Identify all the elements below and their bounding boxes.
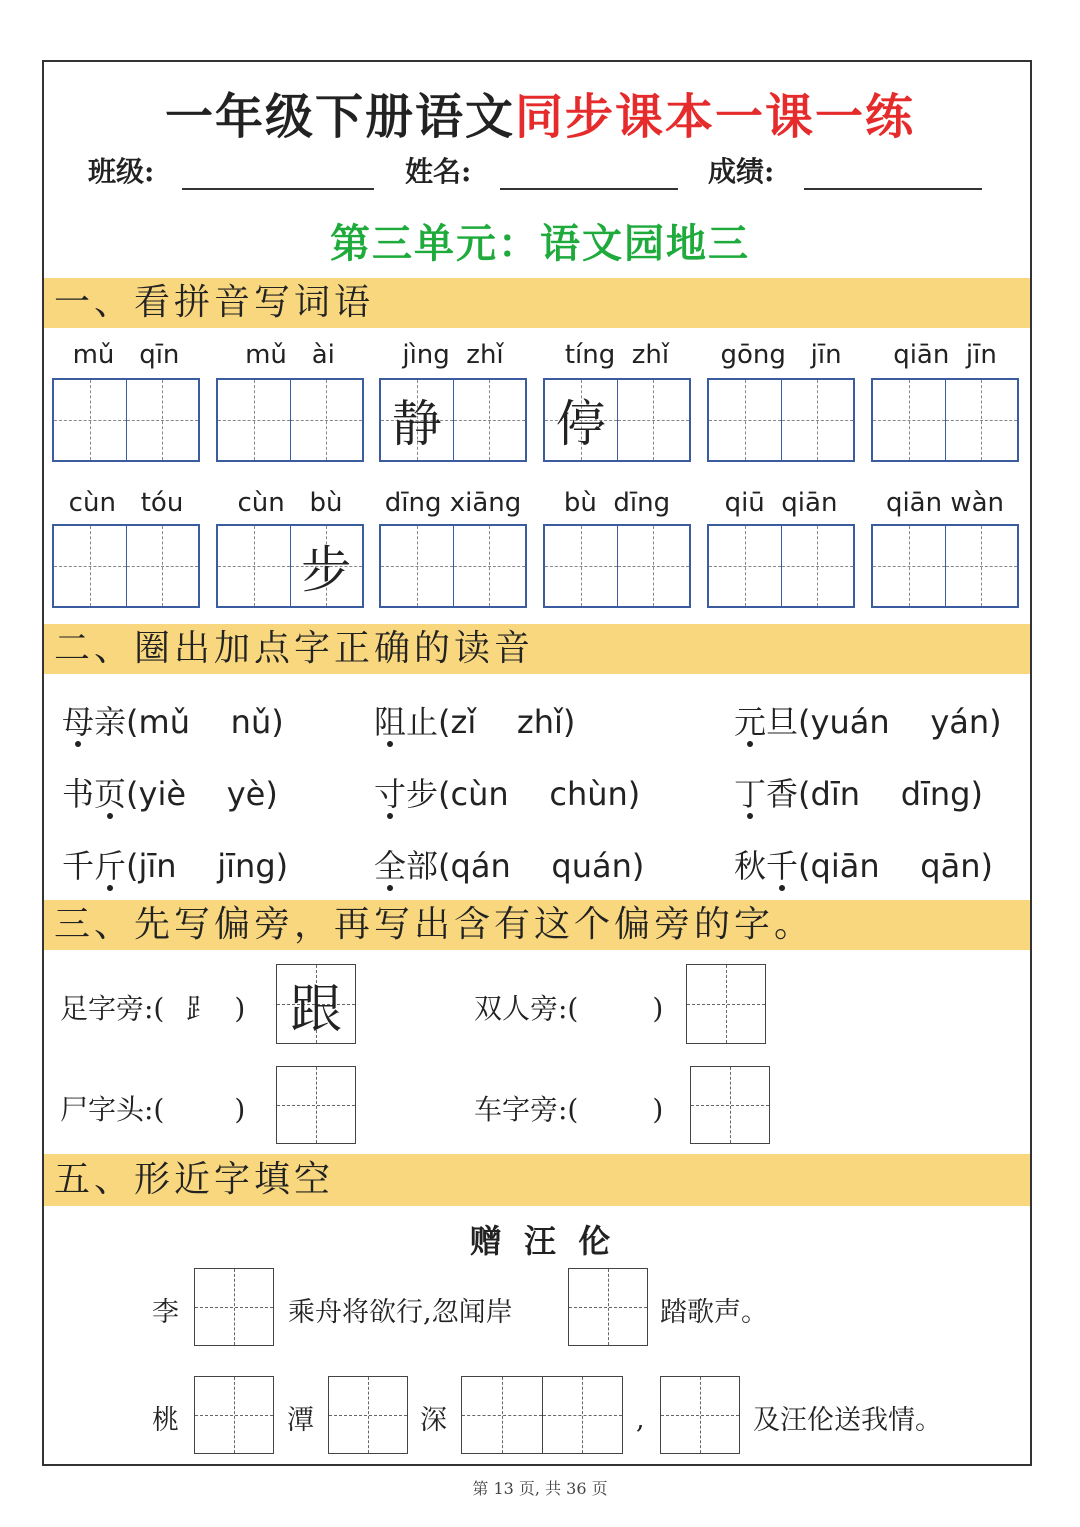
grid-cell[interactable]: [782, 380, 854, 460]
pinyin-options[interactable]: (cùn chùn): [438, 775, 641, 813]
radical-label: 双人旁:(: [474, 992, 579, 1025]
page-footer: 第 13 页, 共 36 页: [472, 1479, 608, 1498]
poem-comma: ,: [636, 1404, 645, 1435]
pinyin-options[interactable]: (yuán yán): [798, 703, 1002, 741]
emphasis-dot: [747, 813, 753, 819]
writing-grid[interactable]: [871, 524, 1019, 608]
writing-grid[interactable]: [379, 378, 527, 462]
radical-close: ): [652, 1093, 664, 1126]
poem-title: 赠 汪 伦: [469, 1222, 611, 1260]
radical-char-box-4[interactable]: [690, 1066, 770, 1144]
emphasis-dot: [107, 813, 113, 819]
pinyin-options[interactable]: (zǐ zhǐ): [438, 703, 576, 741]
writing-grid[interactable]: [707, 378, 855, 462]
grid-char: [545, 526, 617, 606]
grid-cell[interactable]: [709, 380, 782, 460]
radical-char: [277, 1067, 355, 1143]
reading-item[interactable]: [62, 769, 278, 815]
poem-word: 潭: [287, 1405, 314, 1436]
radical-char-box-3[interactable]: [276, 1066, 356, 1144]
dotted-char: 母: [62, 703, 94, 741]
grid-cell[interactable]: [873, 526, 946, 606]
grid-char: [618, 526, 690, 606]
radical-close: ): [234, 992, 246, 1025]
poem-blank-1[interactable]: [194, 1268, 274, 1346]
radical-label: 车字旁:(: [474, 1093, 579, 1126]
word-char: 步: [406, 775, 439, 813]
word-char: 止: [406, 703, 439, 741]
radical-label: 足字旁:(: [60, 992, 165, 1025]
grid-char: [946, 526, 1018, 606]
dotted-char: 丁: [734, 775, 766, 813]
radical-char: [691, 1067, 769, 1143]
word-char: 部: [406, 847, 439, 885]
emphasis-dot: [779, 885, 785, 891]
pinyin-options[interactable]: (dīn dīng): [798, 775, 983, 813]
grid-cell[interactable]: [218, 526, 291, 606]
grid-char: [127, 526, 199, 606]
poem-blank-3[interactable]: [194, 1376, 274, 1454]
grid-char: [873, 380, 945, 460]
reading-item[interactable]: [734, 697, 1002, 743]
grid-char: 停: [555, 395, 606, 453]
radical-item-1: [60, 987, 245, 1027]
pinyin-options[interactable]: (yiè yè): [126, 775, 278, 813]
grid-cell[interactable]: [873, 380, 946, 460]
pinyin-label: bù dīng: [563, 488, 671, 518]
section1-heading: 一、看拼音写词语: [54, 282, 375, 323]
pinyin-label: dīng xiāng: [384, 488, 522, 518]
grid-cell[interactable]: [782, 526, 854, 606]
grid-char: [127, 380, 199, 460]
reading-item[interactable]: [62, 841, 288, 887]
writing-grid[interactable]: [52, 378, 200, 462]
unit-title: 第三单元：语文园地三: [330, 220, 750, 267]
poem-text: 踏歌声。: [660, 1297, 768, 1328]
pinyin-options[interactable]: (qán quán): [438, 847, 645, 885]
writing-grid[interactable]: [52, 524, 200, 608]
radical-char-box-1[interactable]: [276, 964, 356, 1044]
grid-cell[interactable]: [618, 380, 690, 460]
grid-cell[interactable]: [946, 380, 1018, 460]
score-label: 成绩:: [708, 155, 775, 188]
section2-heading: 二、圈出加点字正确的读音: [54, 628, 535, 669]
pinyin-label: jìng zhǐ: [402, 340, 504, 370]
poem-blank-4[interactable]: [328, 1376, 408, 1454]
grid-cell[interactable]: [127, 380, 199, 460]
grid-cell[interactable]: [218, 380, 291, 460]
pinyin-label: gōng jīn: [720, 340, 842, 370]
reading-item[interactable]: [734, 841, 993, 887]
pinyin-label: qiān wàn: [885, 488, 1005, 518]
grid-char: [291, 380, 363, 460]
class-label: 班级:: [88, 155, 155, 188]
grid-char: [709, 526, 781, 606]
writing-grid[interactable]: [543, 378, 691, 462]
grid-char: [454, 526, 526, 606]
writing-grid[interactable]: [379, 524, 527, 608]
grid-cell[interactable]: [454, 380, 526, 460]
name-label: 姓名:: [405, 155, 472, 188]
poem-text: 及汪伦送我情。: [753, 1405, 942, 1436]
pinyin-label: tíng zhǐ: [564, 340, 670, 370]
score-blank[interactable]: [804, 152, 982, 190]
emphasis-dot: [387, 741, 393, 747]
grid-cell[interactable]: [545, 380, 618, 460]
word-char: 亲: [94, 703, 127, 741]
radical-close: ): [234, 1093, 246, 1126]
grid-cell[interactable]: [291, 380, 363, 460]
pinyin-label: cùn tóu: [68, 488, 184, 518]
writing-grid[interactable]: [871, 378, 1019, 462]
grid-cell[interactable]: [618, 526, 690, 606]
grid-cell[interactable]: [291, 526, 363, 606]
radical-item-3: [60, 1088, 245, 1128]
grid-cell[interactable]: [545, 526, 618, 606]
grid-cell[interactable]: [946, 526, 1018, 606]
emphasis-dot: [387, 885, 393, 891]
radical-item-2: [474, 987, 663, 1027]
grid-char: [54, 380, 126, 460]
dotted-char: 书: [62, 775, 95, 813]
writing-grid[interactable]: [543, 524, 691, 608]
poem-blank-2[interactable]: [568, 1268, 648, 1346]
dotted-char: 秋: [734, 847, 767, 885]
emphasis-dot: [387, 813, 393, 819]
grid-cell[interactable]: [54, 380, 127, 460]
radical-char: 跟: [289, 979, 342, 1040]
grid-cell[interactable]: [127, 526, 199, 606]
dotted-char: 元: [734, 703, 766, 741]
poem-blank-5[interactable]: [461, 1376, 623, 1454]
word-char: 斤: [94, 847, 126, 885]
radical-label: 尸字头:(: [60, 1093, 165, 1126]
pinyin-options[interactable]: (jīn jīng): [126, 847, 289, 885]
title-red: 同步课本一课一练: [515, 89, 916, 145]
writing-grid[interactable]: [216, 378, 364, 462]
dotted-char: 千: [62, 847, 95, 885]
poem-blank-6[interactable]: [660, 1376, 740, 1454]
word-char: 千: [766, 847, 798, 885]
emphasis-dot: [75, 741, 81, 747]
grid-char: [873, 526, 945, 606]
name-blank[interactable]: [500, 152, 678, 190]
grid-char: [618, 380, 690, 460]
pinyin-label: qiū qiān: [724, 488, 838, 518]
poem-text: 乘舟将欲行,忽闻岸: [288, 1297, 513, 1328]
reading-item[interactable]: [374, 769, 640, 815]
pinyin-label: cùn bù: [237, 488, 343, 518]
radical-char-box-2[interactable]: [686, 964, 766, 1044]
section5-heading: 五、形近字填空: [54, 1159, 335, 1200]
pinyin-options[interactable]: (mǔ nǔ): [126, 703, 284, 741]
pinyin-label: mǔ ài: [245, 340, 335, 370]
word-char: 页: [94, 775, 126, 813]
class-blank[interactable]: [182, 152, 374, 190]
writing-grid[interactable]: [707, 524, 855, 608]
word-char: 香: [766, 775, 799, 813]
grid-char: [454, 380, 526, 460]
grid-char: [782, 380, 854, 460]
reading-item[interactable]: [374, 841, 644, 887]
grid-cell[interactable]: [454, 526, 526, 606]
pinyin-label: mǔ qīn: [72, 340, 180, 370]
writing-grid[interactable]: [216, 524, 364, 608]
grid-char: 步: [301, 541, 352, 599]
emphasis-dot: [107, 885, 113, 891]
grid-char: [381, 526, 453, 606]
radical-char: [687, 965, 765, 1043]
grid-char: [709, 380, 781, 460]
pinyin-options[interactable]: (qiān qān): [798, 847, 993, 885]
grid-cell[interactable]: [709, 526, 782, 606]
dotted-char: 阻: [374, 703, 406, 741]
grid-char: [218, 526, 290, 606]
radical-answer[interactable]: ⻊: [185, 992, 214, 1025]
section3-heading: 三、先写偏旁，再写出含有这个偏旁的字。: [54, 904, 815, 945]
emphasis-dot: [747, 741, 753, 747]
reading-item[interactable]: [734, 769, 983, 815]
worksheet-title: [0, 78, 1080, 147]
radical-close: ): [652, 992, 664, 1025]
grid-char: [782, 526, 854, 606]
dotted-char: 全: [374, 847, 406, 885]
grid-cell[interactable]: [54, 526, 127, 606]
poem-word: 李: [152, 1297, 179, 1328]
reading-item[interactable]: [374, 697, 575, 743]
poem-word: 桃: [152, 1405, 179, 1436]
grid-char: [54, 526, 126, 606]
pinyin-label: qiān jīn: [893, 340, 997, 370]
grid-char: [218, 380, 290, 460]
radical-item-4: [474, 1088, 663, 1128]
grid-char: [946, 380, 1018, 460]
reading-item[interactable]: [62, 697, 284, 743]
word-char: 旦: [766, 703, 799, 741]
grid-char: 静: [391, 395, 442, 453]
poem-word: 深: [420, 1405, 447, 1436]
title-black: 一年级下册语文: [164, 89, 515, 145]
grid-cell[interactable]: [381, 380, 454, 460]
grid-cell[interactable]: [381, 526, 454, 606]
dotted-char: 寸: [374, 775, 406, 813]
